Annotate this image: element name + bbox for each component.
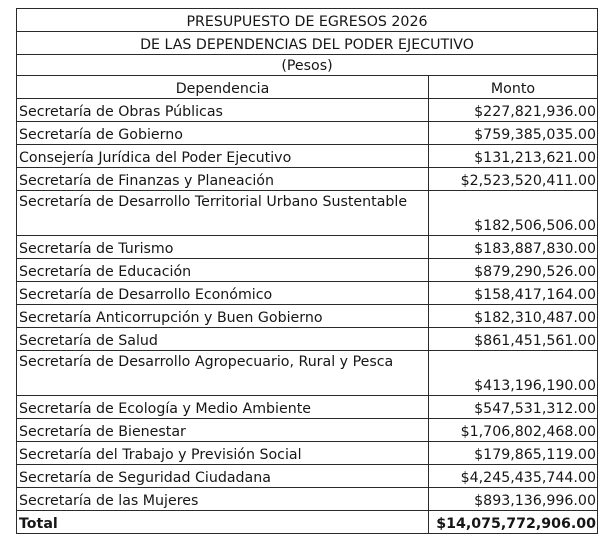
row-dependencia: Consejería Jurídica del Poder Ejecutivo — [17, 145, 429, 168]
header-row — [17, 76, 598, 99]
row-dependencia: Secretaría de Gobierno — [17, 122, 429, 145]
table-row — [17, 99, 598, 122]
total-label: Total — [17, 511, 429, 534]
row-dependencia: Secretaría de las Mujeres — [17, 488, 429, 511]
budget-table-body — [17, 9, 598, 534]
table-row — [17, 168, 598, 191]
row-dependencia: Secretaría de Bienestar — [17, 419, 429, 442]
row-monto: $182,506,506.00 — [429, 191, 598, 236]
table-row — [17, 122, 598, 145]
table-row — [17, 236, 598, 259]
row-monto: $158,417,164.00 — [429, 282, 598, 305]
row-monto: $547,531,312.00 — [429, 396, 598, 419]
row-monto: $4,245,435,744.00 — [429, 465, 598, 488]
budget-document — [16, 8, 597, 534]
table-row — [17, 328, 598, 351]
table-row — [17, 259, 598, 282]
row-monto: $182,310,487.00 — [429, 305, 598, 328]
table-row — [17, 145, 598, 168]
row-monto: $759,385,035.00 — [429, 122, 598, 145]
row-dependencia: Secretaría de Turismo — [17, 236, 429, 259]
row-monto: $179,865,119.00 — [429, 442, 598, 465]
table-row — [17, 191, 598, 236]
total-monto: $14,075,772,906.00 — [429, 511, 598, 534]
row-dependencia: Secretaría de Seguridad Ciudadana — [17, 465, 429, 488]
table-row — [17, 419, 598, 442]
table-row — [17, 305, 598, 328]
header-monto: Monto — [429, 76, 598, 99]
row-monto: $893,136,996.00 — [429, 488, 598, 511]
row-dependencia: Secretaría de Desarrollo Territorial Urbano Sustentable — [17, 191, 429, 236]
row-monto: $861,451,561.00 — [429, 328, 598, 351]
row-monto: $183,887,830.00 — [429, 236, 598, 259]
row-monto: $131,213,621.00 — [429, 145, 598, 168]
row-dependencia: Secretaría de Salud — [17, 328, 429, 351]
row-dependencia: Secretaría de Finanzas y Planeación — [17, 168, 429, 191]
row-dependencia: Secretaría del Trabajo y Previsión Social — [17, 442, 429, 465]
total-row — [17, 511, 598, 534]
row-monto: $2,523,520,411.00 — [429, 168, 598, 191]
table-row — [17, 465, 598, 488]
table-row — [17, 488, 598, 511]
table-row — [17, 351, 598, 396]
row-monto: $879,290,526.00 — [429, 259, 598, 282]
table-title: PRESUPUESTO DE EGRESOS 2026 — [17, 9, 598, 32]
units-label: (Pesos) — [17, 55, 598, 76]
table-subtitle: DE LAS DEPENDENCIAS DEL PODER EJECUTIVO — [17, 32, 598, 55]
budget-table — [16, 8, 598, 534]
row-dependencia: Secretaría de Ecología y Medio Ambiente — [17, 396, 429, 419]
row-dependencia: Secretaría de Desarrollo Agropecuario, Rural y Pesca — [17, 351, 429, 396]
row-dependencia: Secretaría de Obras Públicas — [17, 99, 429, 122]
table-row — [17, 442, 598, 465]
row-dependencia: Secretaría Anticorrupción y Buen Gobierno — [17, 305, 429, 328]
row-monto: $1,706,802,468.00 — [429, 419, 598, 442]
row-dependencia: Secretaría de Educación — [17, 259, 429, 282]
table-row — [17, 396, 598, 419]
row-dependencia: Secretaría de Desarrollo Económico — [17, 282, 429, 305]
header-dependencia: Dependencia — [17, 76, 429, 99]
row-monto: $413,196,190.00 — [429, 351, 598, 396]
table-row — [17, 282, 598, 305]
row-monto: $227,821,936.00 — [429, 99, 598, 122]
